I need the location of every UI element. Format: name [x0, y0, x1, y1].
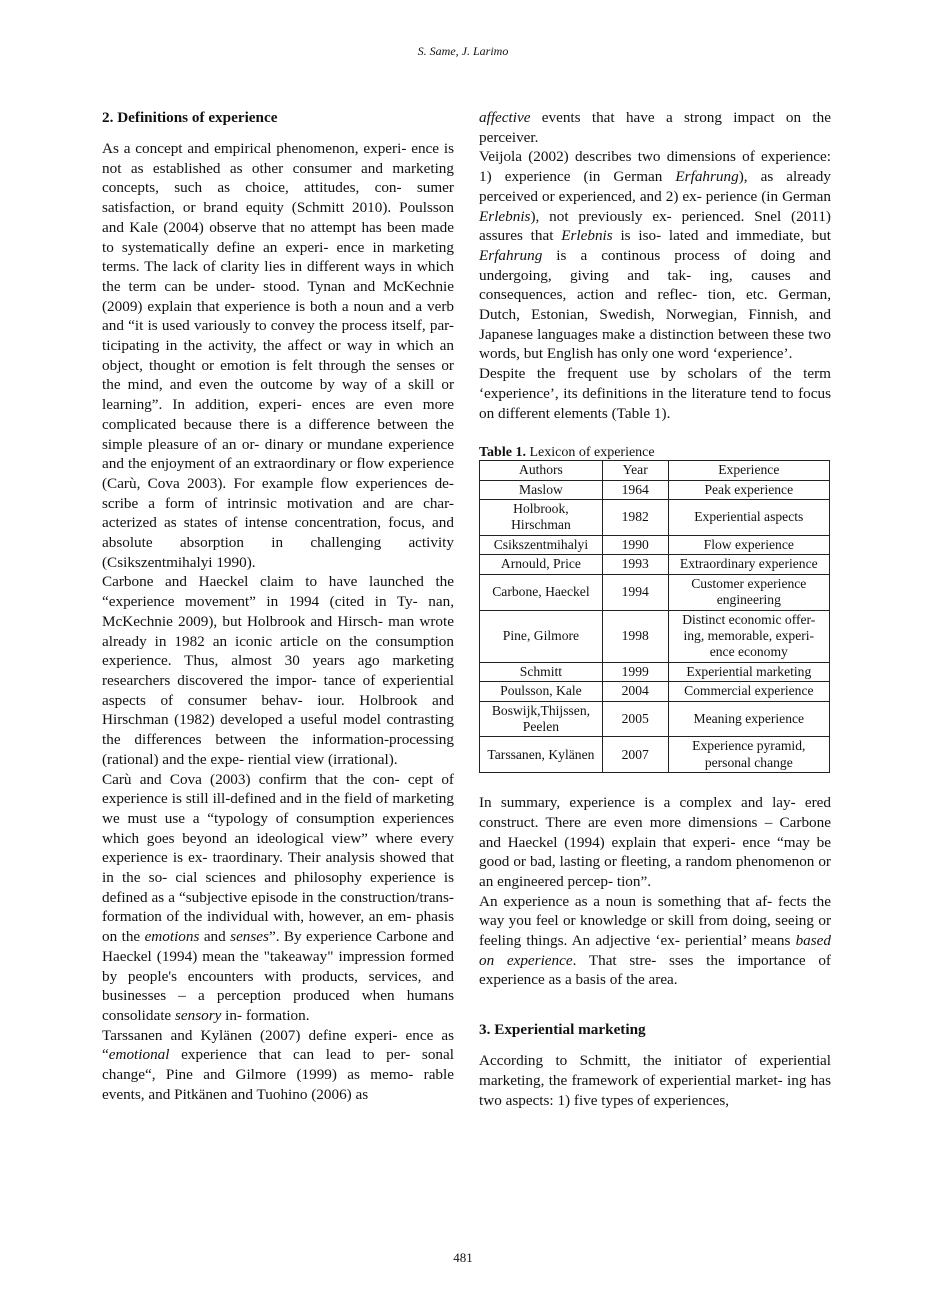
- table-row: [480, 701, 830, 737]
- cell-year: 1964: [602, 480, 668, 499]
- cell-experience: Flow experience: [668, 535, 829, 554]
- cell-experience: Experiential marketing: [668, 662, 829, 681]
- table-row: [480, 737, 830, 773]
- header-experience: Experience: [668, 461, 829, 480]
- table-row: [480, 610, 830, 662]
- table-row: [480, 662, 830, 681]
- cell-authors: Arnould, Price: [480, 555, 603, 574]
- emphasis: senses: [230, 928, 269, 946]
- emphasis: emotional: [108, 1046, 170, 1064]
- paragraph: Despite the frequent use by scholars of the term ‘experience’, its definitions in the literature tend to focus on different elements (Table 1).: [479, 365, 831, 422]
- emphasis: Erlebnis: [561, 227, 613, 245]
- table-row: [480, 682, 830, 701]
- paragraph: In summary, experience is a complex and lay- ered construct. There are even more dimensions – Carbone and Haeckel (1994) explain that experi- ence “may be good or bad, lasting or fleeting, a random phenomenon or an engineered percep- tion”.: [479, 794, 831, 890]
- cell-experience: Experiential aspects: [668, 500, 829, 536]
- header-authors: Authors: [480, 461, 603, 480]
- cell-experience: Distinct economic offer- ing, memorable, experi- ence economy: [668, 610, 829, 662]
- table-row: [480, 500, 830, 536]
- header-year: Year: [602, 461, 668, 480]
- cell-authors: Boswijk,Thijssen, Peelen: [480, 701, 603, 737]
- table-caption: Table 1. Lexicon of experience: [479, 445, 655, 461]
- cell-experience: Meaning experience: [668, 701, 829, 737]
- cell-authors: Holbrook, Hirschman: [480, 500, 603, 536]
- emphasis: affective: [479, 109, 531, 126]
- cell-authors: Maslow: [480, 480, 603, 499]
- cell-experience: Commercial experience: [668, 682, 829, 701]
- emphasis: emotions: [144, 928, 200, 946]
- running-head: S. Same, J. Larimo: [417, 44, 509, 58]
- paragraph: Veijola (2002) describes two dimensions of experience: 1) experience (in German Erfahrung), as already perceived or experienced, and 2) ex- perience (in German Erlebnis), not previously ex- perienced. Snel (2011) assures that Erlebnis is iso- lated and immediate, but Erfahrung is a continous process of doing and undergoing, giving and tak- ing, causes and consequences, action and reflec- tion, etc. German, Dutch, Estonian, Swedish, Norwegian, Finnish, and Japanese languages make a distinction between these two words, but English has only one word ‘experience’.: [479, 148, 831, 363]
- cell-authors: Schmitt: [480, 662, 603, 681]
- emphasis: Erfahrung: [675, 168, 739, 186]
- cell-year: 1990: [602, 535, 668, 554]
- cell-authors: Carbone, Haeckel: [480, 574, 603, 610]
- emphasis: sensory: [174, 1006, 222, 1024]
- table-row: [480, 574, 830, 610]
- paragraph: Carù and Cova (2003) confirm that the con- cept of experience is still ill-defined and in the field of marketing we must use a “typology of consumption experiences which goes beyond an ideological view” where every experience is ex- traordinary. Their analysis showed that in the so- cial sciences and philosophy experience is defined as a “subjective episode in the construction/trans- formation of the individual with, however, an em- phasis on the emotions and senses”. By experience Carbone and Haeckel (1994) mean the "takeaway" impression formed by people's encounters with products, services, and businesses – a perception produced when humans consolidate sensory in- formation.: [102, 770, 454, 1024]
- cell-experience: Extraordinary experience: [668, 555, 829, 574]
- cell-authors: Tarssanen, Kylänen: [480, 737, 603, 773]
- table-row: [480, 535, 830, 554]
- cell-year: 1982: [602, 500, 668, 536]
- cell-experience: Customer experience engineering: [668, 574, 829, 610]
- table-1: [479, 445, 831, 773]
- cell-authors: Csikszentmihalyi: [480, 535, 603, 554]
- paragraph: According to Schmitt, the initiator of experiential marketing, the framework of experiential market- ing has two aspects: 1) five types of experiences,: [479, 1052, 831, 1109]
- cell-experience: Peak experience: [668, 480, 829, 499]
- cell-year: 1993: [602, 555, 668, 574]
- paragraph: An experience as a noun is something that af- fects the way you feel or knowledge or skill from doing, seeing or feeling things. An adjective ‘ex- periential’ means based on experience. That stre- sses the importance of experience as a basis of the area.: [479, 892, 831, 989]
- table-row: [480, 480, 830, 499]
- left-column: [102, 108, 454, 1104]
- paragraph: Carbone and Haeckel claim to have launched the “experience movement” in 1994 (cited in Ty- nan, McKechnie 2009), but Holbrook and Hirsch- man wrote already in 1982 an iconic article on the consumption experience. Thus, almost 30 years ago marketing researchers discovered the impor- tance of experiential aspects of consumer behav- iour. Holbrook and Hirschman (1982) developed a useful model contrasting the differences between the information-processing (rational) and the expe- riential view (irrational).: [102, 573, 454, 768]
- cell-year: 2004: [602, 682, 668, 701]
- cell-year: 2005: [602, 701, 668, 737]
- section-heading-experiential-marketing: 3. Experiential marketing: [479, 1021, 646, 1039]
- cell-year: 1998: [602, 610, 668, 662]
- emphasis: Erfahrung: [479, 246, 543, 264]
- table-header-row: [480, 461, 830, 480]
- cell-authors: Poulsson, Kale: [480, 682, 603, 701]
- table-body: [480, 480, 830, 773]
- cell-year: 1994: [602, 574, 668, 610]
- cell-year: 2007: [602, 737, 668, 773]
- lexicon-table: [479, 460, 830, 773]
- cell-experience: Experience pyramid, personal change: [668, 737, 829, 773]
- right-column: [479, 108, 831, 1110]
- paragraph: Tarssanen and Kylänen (2007) define experi- ence as “emotional experience that can lead to per- sonal change“, Pine and Gilmore (1999) as memo- rable events, and Pitkänen and Tuohino (2006) as: [102, 1026, 454, 1103]
- page-number: 481: [453, 1250, 473, 1265]
- table-row: [480, 555, 830, 574]
- paragraph: affective events that have a strong impact on the perceiver.: [479, 109, 831, 146]
- section-heading-definitions: 2. Definitions of experience: [102, 109, 278, 126]
- cell-year: 1999: [602, 662, 668, 681]
- paragraph: As a concept and empirical phenomenon, experi- ence is not as established as other consumer and marketing concepts, such as choice, attitudes, con- sumer satisfaction, or brand equity (Schmitt 2010). Poulsson and Kale (2004) observe that no attempt has been made to systematically define an experi- ence in marketing terms. The lack of clarity lies in different ways in which the term can be under- stood. Tynan and McKechnie (2009) explain that experience is both a noun and a verb and “it is used variously to convey the process itself, par- ticipating in the activity, the affect or way in which an object, thought or emotion is felt through the senses or the mind, and even the outcome by way of a skill or learning”. In addition, experi- ences are even more complicated because there is a difference between the simple pleasure of an or- dinary or mundane experience and the enjoyment of an extraordinary or flow experience (Carù, Cova 2003). For example flow experiences de- scribe a form of intrinsic motivation and are char- acterized as states of intense concentration, focus, and absolute absorption in challenging activity (Csikszentmihalyi 1990).: [102, 140, 454, 571]
- cell-authors: Pine, Gilmore: [480, 610, 603, 662]
- emphasis: based on experience: [479, 932, 831, 969]
- emphasis: Erlebnis: [479, 207, 531, 225]
